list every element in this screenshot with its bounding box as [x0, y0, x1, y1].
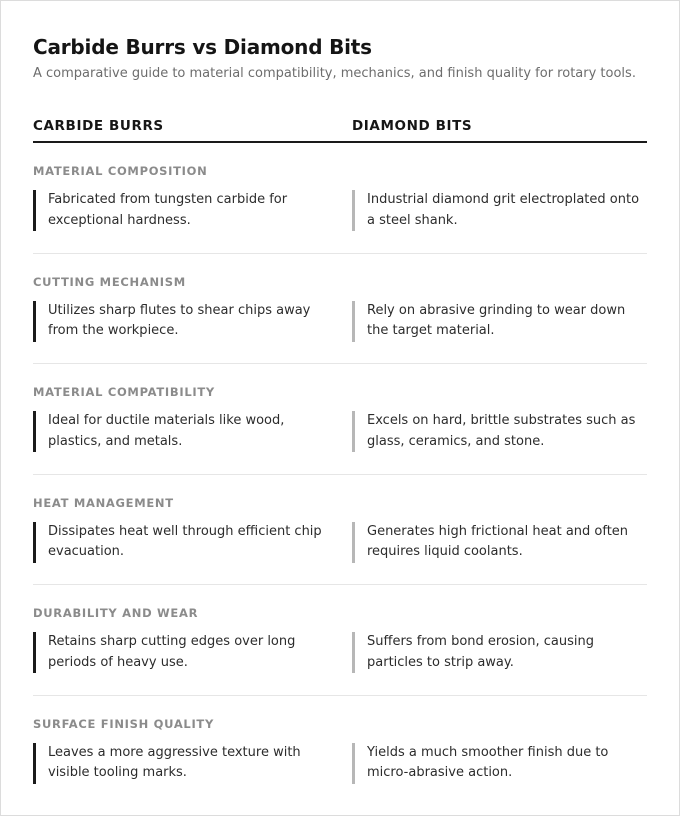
- carbide-description: Leaves a more aggressive texture with visible tooling marks.: [33, 743, 340, 784]
- column-header-row: [33, 118, 647, 143]
- carbide-description: Retains sharp cutting edges over long periods of heavy use.: [33, 632, 340, 673]
- comparison-section-heat-management: [33, 475, 647, 586]
- section-label: DURABILITY AND WEAR: [33, 606, 199, 621]
- comparison-section-material-compatibility: [33, 364, 647, 475]
- comparison-section-cutting-mechanism: [33, 254, 647, 365]
- diamond-description: Yields a much smoother finish due to micro-abrasive action.: [352, 743, 649, 784]
- section-label: MATERIAL COMPOSITION: [33, 164, 208, 178]
- section-label: MATERIAL COMPATIBILITY: [33, 385, 215, 400]
- carbide-description: Fabricated from tungsten carbide for exceptional hardness.: [33, 190, 340, 231]
- page-title: Carbide Burrs vs Diamond Bits: [33, 35, 372, 59]
- column-header-diamond: DIAMOND BITS: [352, 118, 473, 134]
- carbide-description: Utilizes sharp flutes to shear chips away from the workpiece.: [33, 301, 340, 342]
- diamond-description: Rely on abrasive grinding to wear down the target material.: [352, 301, 649, 342]
- diamond-description: Industrial diamond grit electroplated onto a steel shank.: [352, 190, 649, 231]
- carbide-description: Ideal for ductile materials like wood, plastics, and metals.: [33, 411, 340, 452]
- diamond-description: Suffers from bond erosion, causing particles to strip away.: [352, 632, 649, 673]
- comparison-section-surface-finish-quality: [33, 696, 647, 806]
- section-label: HEAT MANAGEMENT: [33, 495, 174, 510]
- section-label: SURFACE FINISH QUALITY: [33, 716, 214, 731]
- column-header-carbide: CARBIDE BURRS: [33, 118, 164, 134]
- section-label: CUTTING MECHANISM: [33, 274, 186, 289]
- page-subtitle: A comparative guide to material compatibility, mechanics, and finish quality for rotary tools.: [33, 66, 636, 81]
- comparison-document: [33, 33, 647, 806]
- comparison-section-material-composition: [33, 143, 647, 254]
- carbide-description: Dissipates heat well through efficient chip evacuation.: [33, 522, 340, 563]
- comparison-section-durability-and-wear: [33, 585, 647, 696]
- diamond-description: Generates high frictional heat and often requires liquid coolants.: [352, 522, 649, 563]
- diamond-description: Excels on hard, brittle substrates such as glass, ceramics, and stone.: [352, 411, 649, 452]
